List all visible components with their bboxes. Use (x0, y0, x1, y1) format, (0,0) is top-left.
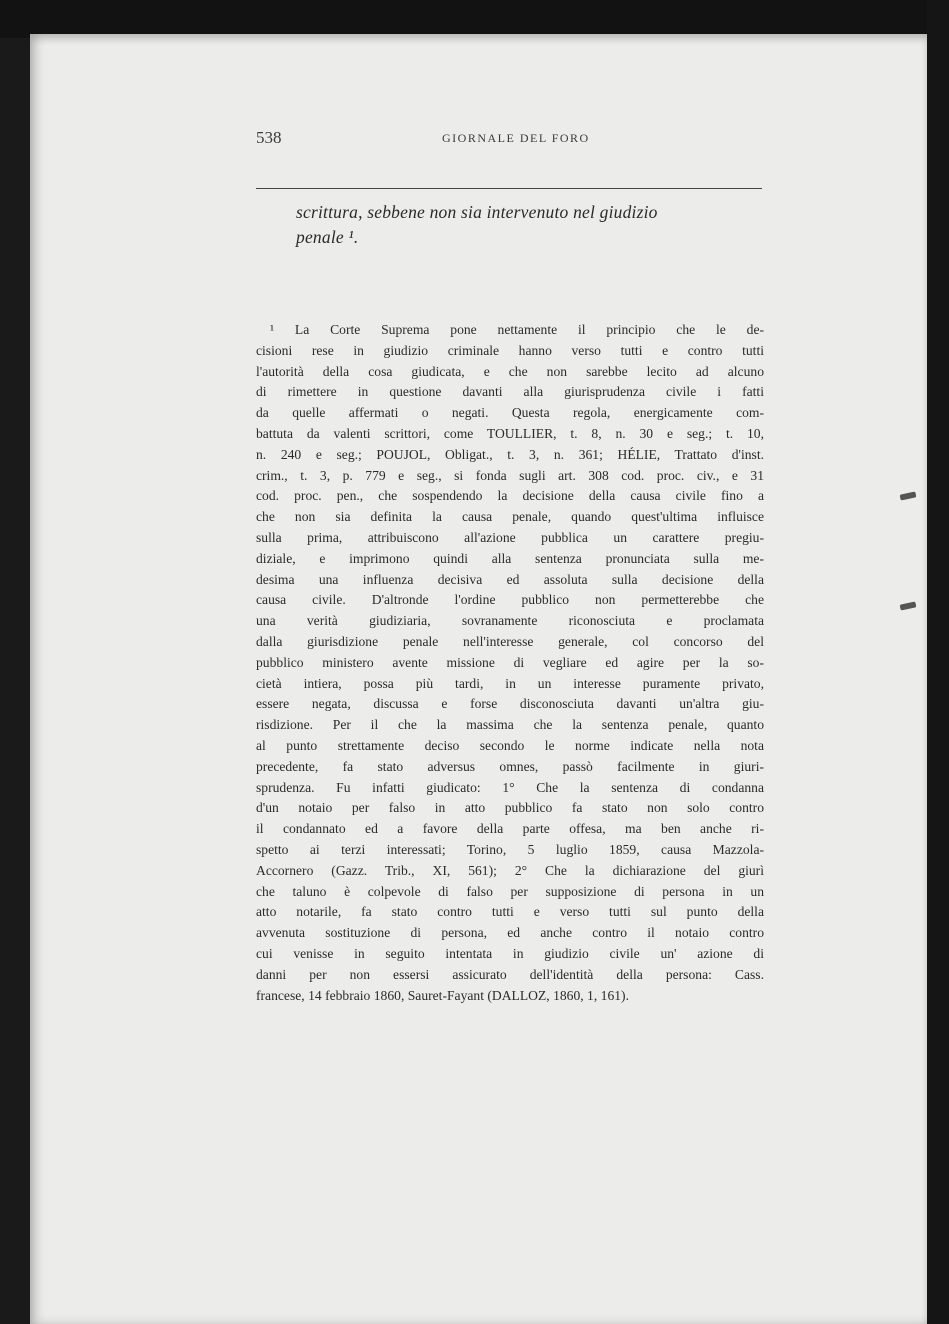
footnote-line: l'autorità della cosa giudicata, e che non sarebbe lecito ad alcuno (256, 363, 764, 379)
footnote-line: causa civile. D'altronde l'ordine pubblico non permetterebbe che (256, 592, 764, 608)
footnote-line: che non sia definita la causa penale, quando quest'ultima influisce (256, 509, 764, 525)
footnote-line: atto notarile, fa stato contro tutti e verso tutti sul punto della (256, 904, 764, 920)
footnote-line: spetto ai terzi interessati; Torino, 5 luglio 1859, causa Mazzola- (256, 841, 764, 857)
footnote-line: da quelle affermati o negati. Questa regola, energicamente com- (256, 405, 764, 421)
footnote-line: diziale, e imprimono quindi alla sentenza pronunciata sulla me- (256, 550, 764, 566)
footnote-line: cod. proc. pen., che sospendendo la decisione della causa civile fino a (256, 488, 764, 504)
footnote-line: cisioni rese in giudizio criminale hanno verso tutti e contro tutti (256, 342, 764, 358)
footnote-line: pubblico ministero avente missione di vegliare ed agire per la so- (256, 654, 764, 670)
footnote-line: di rimettere in questione davanti alla giurisprudenza civile i fatti (256, 384, 764, 400)
running-head: GIORNALE DEL FORO (442, 131, 590, 145)
footnote-line: dalla giurisdizione penale nell'interesse generale, col concorso del (256, 633, 764, 649)
footnote-line: avvenuta sostituzione di persona, ed anche contro il notaio contro (256, 925, 764, 941)
scan-border-right (927, 0, 949, 1324)
footnote-line: danni per non essersi assicurato dell'identità della persona: Cass. (256, 966, 764, 982)
footnote-line: crim., t. 3, p. 779 e seg., si fonda sugli art. 308 cod. proc. civ., e 31 (256, 467, 764, 483)
footnote-line: desima una influenza decisiva ed assoluta sulla decisione della (256, 571, 764, 587)
footnote-line: sulla prima, attribuiscono all'azione pubblica un carattere pregiu- (256, 529, 764, 545)
footnote-line: il condannato ed a favore della parte offesa, ma ben anche ri- (256, 821, 764, 837)
footnote-line: cui venisse in seguito intentata in giudizio civile un' azione di (256, 945, 764, 961)
header-rule (256, 188, 762, 189)
footnote-line: francese, 14 febbraio 1860, Sauret-Fayant (DALLOZ, 1860, 1, 161). (256, 987, 629, 1003)
main-text-line: scrittura, sebbene non sia intervenuto nel giudizio (296, 202, 658, 222)
footnote-line: precedente, fa stato adversus omnes, passò facilmente in giuri- (256, 758, 764, 774)
page-number: 538 (256, 128, 282, 147)
main-text-line: penale ¹. (296, 227, 359, 247)
footnote-line: che taluno è colpevole di falso per supposizione di persona in un (256, 883, 764, 899)
scan-border-top (0, 0, 949, 38)
footnote-line: al punto strettamente deciso secondo le norme indicate nella nota (256, 737, 764, 753)
footnote-line: battuta da valenti scrittori, come TOULLIER, t. 8, n. 30 e seg.; t. 10, (256, 425, 764, 441)
footnote-line: sprudenza. Fu infatti giudicato: 1° Che la sentenza di condanna (256, 779, 764, 795)
footnote-line: risdizione. Per il che la massima che la sentenza penale, quanto (256, 717, 764, 733)
page-header (256, 128, 760, 150)
footnote-line: n. 240 e seg.; POUJOL, Obligat., t. 3, n. 361; HÉLIE, Trattato d'inst. (256, 446, 764, 462)
footnote-line: d'un notaio per falso in atto pubblico fa stato non solo contro (256, 800, 764, 816)
footnote-line: una verità giudiziaria, sovranamente riconosciuta e proclamata (256, 613, 764, 629)
footnote-line: cietà intiera, possa più tardi, in un interesse puramente privato, (256, 675, 764, 691)
footnote (256, 320, 764, 1006)
main-text (296, 200, 766, 250)
footnote-line: ¹ La Corte Suprema pone nettamente il principio che le de- (270, 322, 764, 337)
footnote-line: Accornero (Gazz. Trib., XI, 561); 2° Che la dichiarazione del giurì (256, 862, 764, 878)
footnote-line: essere negata, discussa e forse disconosciuta davanti un'altra giu- (256, 696, 764, 712)
